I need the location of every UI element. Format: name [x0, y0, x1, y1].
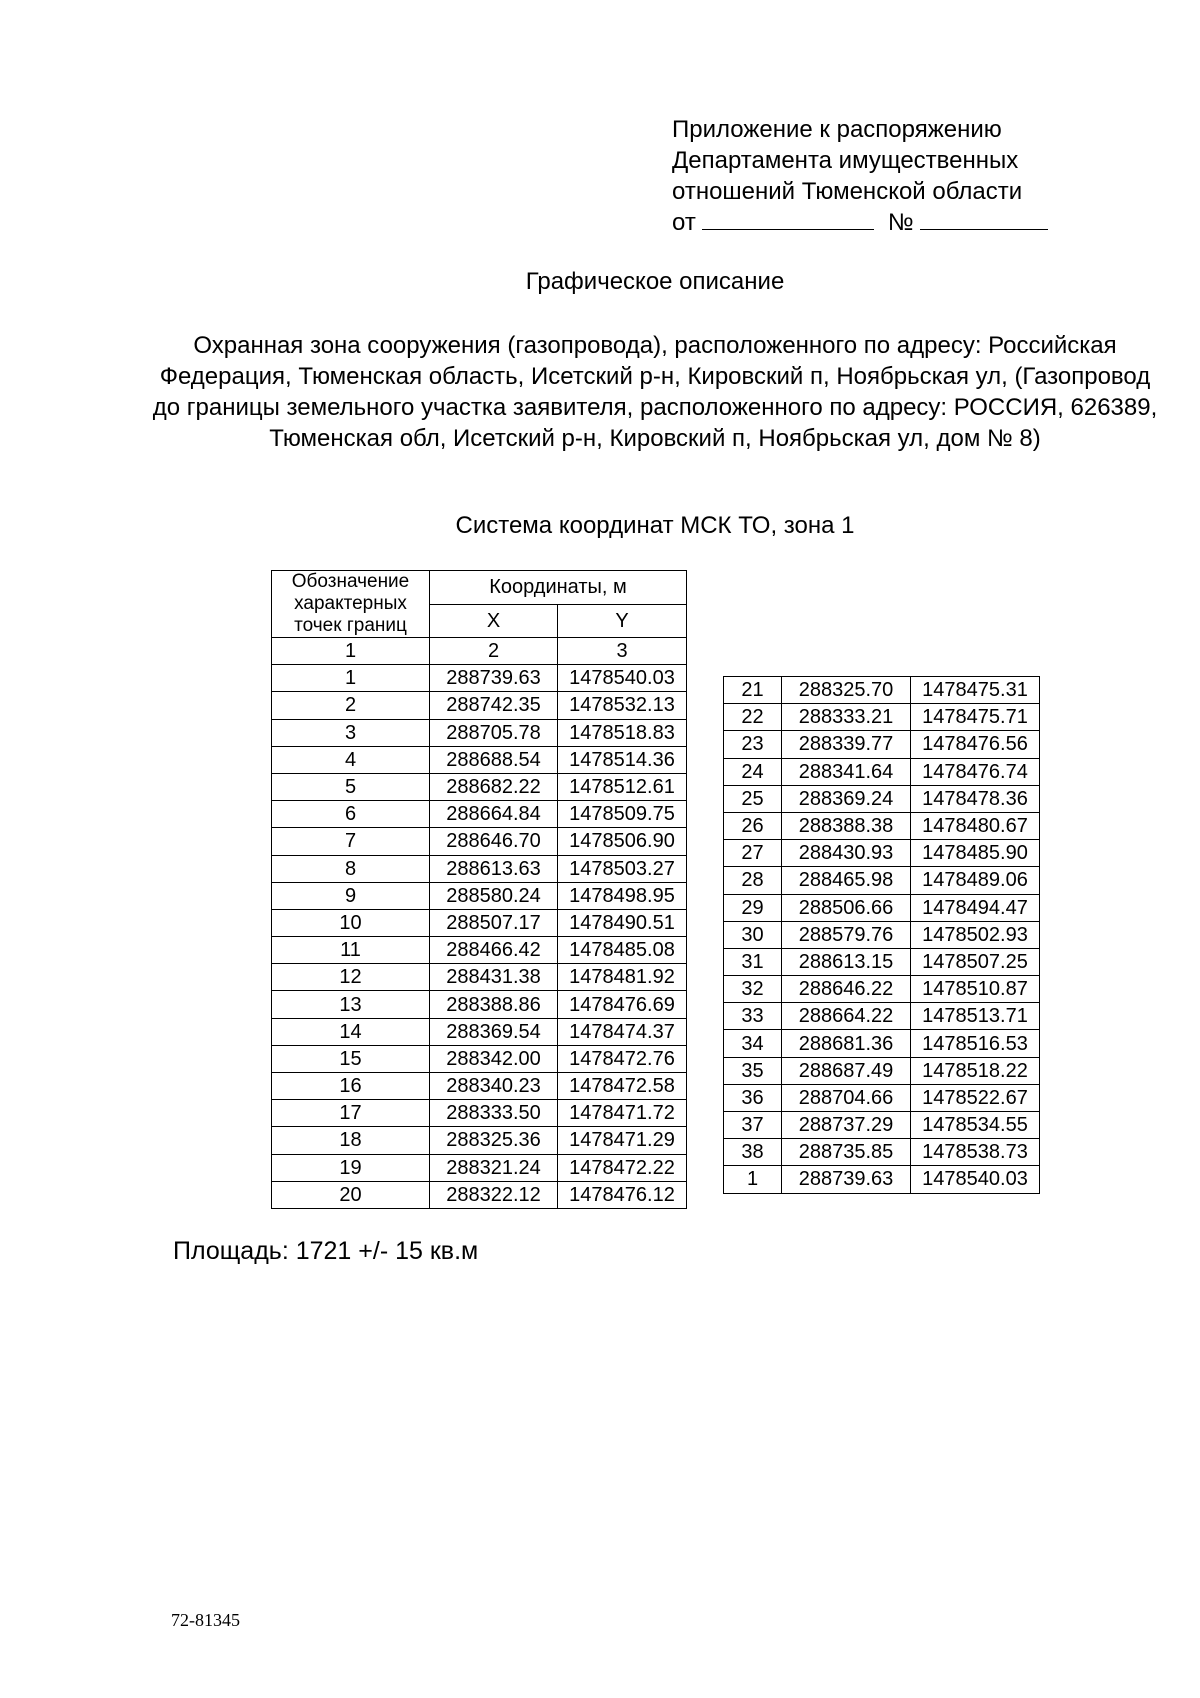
point-cell: 33	[724, 1003, 782, 1030]
table-row	[724, 1057, 1040, 1084]
x-cell: 288342.00	[430, 1045, 558, 1072]
y-cell: 1478513.71	[911, 1003, 1040, 1030]
document-title: Графическое описание	[525, 268, 785, 295]
y-cell: 1478540.03	[911, 1166, 1040, 1193]
y-cell: 1478503.27	[558, 855, 687, 882]
table-row	[272, 1127, 687, 1154]
area-text: Площадь: 1721 +/- 15 кв.м	[173, 1237, 479, 1265]
col-number: 2	[430, 638, 558, 665]
table-row	[724, 785, 1040, 812]
y-cell: 1478490.51	[558, 909, 687, 936]
table-row	[272, 1100, 687, 1127]
table-row	[272, 828, 687, 855]
table-row	[724, 921, 1040, 948]
point-cell: 26	[724, 812, 782, 839]
y-cell: 1478502.93	[911, 921, 1040, 948]
table-row	[272, 1154, 687, 1181]
col-number: 3	[558, 638, 687, 665]
y-cell: 1478512.61	[558, 773, 687, 800]
table-row	[724, 1003, 1040, 1030]
y-cell: 1478476.12	[558, 1181, 687, 1208]
header-coords: Координаты, м	[430, 571, 687, 605]
y-cell: 1478538.73	[911, 1139, 1040, 1166]
y-cell: 1478540.03	[558, 665, 687, 692]
point-cell: 32	[724, 976, 782, 1003]
x-cell: 288613.63	[430, 855, 558, 882]
number-blank	[920, 209, 1048, 230]
point-cell: 20	[272, 1181, 430, 1208]
point-cell: 25	[724, 785, 782, 812]
y-cell: 1478509.75	[558, 801, 687, 828]
table-row	[724, 731, 1040, 758]
point-cell: 3	[272, 719, 430, 746]
point-cell: 1	[724, 1166, 782, 1193]
point-cell: 18	[272, 1127, 430, 1154]
y-cell: 1478485.90	[911, 840, 1040, 867]
coordinates-table	[271, 570, 687, 1209]
point-cell: 13	[272, 991, 430, 1018]
x-cell: 288506.66	[782, 894, 911, 921]
table-row	[724, 1084, 1040, 1111]
x-cell: 288735.85	[782, 1139, 911, 1166]
point-cell: 28	[724, 867, 782, 894]
table-row	[272, 1073, 687, 1100]
table-row	[272, 1018, 687, 1045]
y-cell: 1478506.90	[558, 828, 687, 855]
table-row	[724, 867, 1040, 894]
table-row	[724, 677, 1040, 704]
point-cell: 1	[272, 665, 430, 692]
header-point: Обозначение характерных точек границ	[272, 571, 430, 638]
x-cell: 288430.93	[782, 840, 911, 867]
point-cell: 38	[724, 1139, 782, 1166]
point-cell: 15	[272, 1045, 430, 1072]
table-row	[272, 937, 687, 964]
table-row	[724, 1139, 1040, 1166]
point-cell: 21	[724, 677, 782, 704]
y-cell: 1478485.08	[558, 937, 687, 964]
y-cell: 1478474.37	[558, 1018, 687, 1045]
point-cell: 23	[724, 731, 782, 758]
point-cell: 35	[724, 1057, 782, 1084]
table-row	[272, 773, 687, 800]
point-cell: 24	[724, 758, 782, 785]
y-cell: 1478471.72	[558, 1100, 687, 1127]
x-cell: 288321.24	[430, 1154, 558, 1181]
table-row	[272, 855, 687, 882]
y-cell: 1478510.87	[911, 976, 1040, 1003]
x-cell: 288466.42	[430, 937, 558, 964]
x-cell: 288339.77	[782, 731, 911, 758]
y-cell: 1478518.22	[911, 1057, 1040, 1084]
x-cell: 288465.98	[782, 867, 911, 894]
y-cell: 1478518.83	[558, 719, 687, 746]
point-cell: 16	[272, 1073, 430, 1100]
appendix-line-2: Департамента имущественных	[672, 147, 1019, 174]
x-cell: 288681.36	[782, 1030, 911, 1057]
table-row	[272, 746, 687, 773]
table-row	[272, 991, 687, 1018]
x-cell: 288431.38	[430, 964, 558, 991]
x-cell: 288325.70	[782, 677, 911, 704]
x-cell: 288664.22	[782, 1003, 911, 1030]
date-prefix: от	[672, 209, 696, 236]
table-row	[272, 665, 687, 692]
point-cell: 37	[724, 1112, 782, 1139]
y-cell: 1478532.13	[558, 692, 687, 719]
point-cell: 27	[724, 840, 782, 867]
table-row	[724, 1166, 1040, 1193]
y-cell: 1478498.95	[558, 882, 687, 909]
x-cell: 288704.66	[782, 1084, 911, 1111]
x-cell: 288369.24	[782, 785, 911, 812]
x-cell: 288613.15	[782, 948, 911, 975]
y-cell: 1478489.06	[911, 867, 1040, 894]
point-cell: 19	[272, 1154, 430, 1181]
point-cell: 10	[272, 909, 430, 936]
table-row	[272, 1045, 687, 1072]
x-cell: 288742.35	[430, 692, 558, 719]
y-cell: 1478472.76	[558, 1045, 687, 1072]
x-cell: 288507.17	[430, 909, 558, 936]
y-cell: 1478476.74	[911, 758, 1040, 785]
x-cell: 288388.86	[430, 991, 558, 1018]
table-row	[724, 894, 1040, 921]
point-cell: 7	[272, 828, 430, 855]
y-cell: 1478481.92	[558, 964, 687, 991]
y-cell: 1478475.31	[911, 677, 1040, 704]
table-row	[272, 909, 687, 936]
point-cell: 8	[272, 855, 430, 882]
header-x: X	[430, 604, 558, 638]
y-cell: 1478475.71	[911, 704, 1040, 731]
document-number: 72-81345	[171, 1610, 240, 1630]
table-row	[272, 964, 687, 991]
x-cell: 288333.21	[782, 704, 911, 731]
point-cell: 4	[272, 746, 430, 773]
table-row	[724, 1112, 1040, 1139]
y-cell: 1478507.25	[911, 948, 1040, 975]
x-cell: 288664.84	[430, 801, 558, 828]
point-cell: 29	[724, 894, 782, 921]
x-cell: 288579.76	[782, 921, 911, 948]
point-cell: 22	[724, 704, 782, 731]
x-cell: 288688.54	[430, 746, 558, 773]
point-cell: 31	[724, 948, 782, 975]
y-cell: 1478472.22	[558, 1154, 687, 1181]
y-cell: 1478522.67	[911, 1084, 1040, 1111]
table-row	[724, 840, 1040, 867]
y-cell: 1478494.47	[911, 894, 1040, 921]
point-cell: 17	[272, 1100, 430, 1127]
y-cell: 1478478.36	[911, 785, 1040, 812]
appendix-line-1: Приложение к распоряжению	[672, 116, 1002, 143]
x-cell: 288388.38	[782, 812, 911, 839]
x-cell: 288325.36	[430, 1127, 558, 1154]
table-row	[272, 801, 687, 828]
table-row	[272, 692, 687, 719]
header-y: Y	[558, 604, 687, 638]
point-cell: 34	[724, 1030, 782, 1057]
point-cell: 36	[724, 1084, 782, 1111]
x-cell: 288646.22	[782, 976, 911, 1003]
x-cell: 288333.50	[430, 1100, 558, 1127]
table-row	[272, 882, 687, 909]
coordinates-rows-right	[724, 677, 1040, 1194]
point-cell: 9	[272, 882, 430, 909]
x-cell: 288705.78	[430, 719, 558, 746]
y-cell: 1478476.56	[911, 731, 1040, 758]
table-row	[724, 812, 1040, 839]
y-cell: 1478472.58	[558, 1073, 687, 1100]
point-cell: 14	[272, 1018, 430, 1045]
table-row	[724, 704, 1040, 731]
x-cell: 288682.22	[430, 773, 558, 800]
y-cell: 1478476.69	[558, 991, 687, 1018]
x-cell: 288369.54	[430, 1018, 558, 1045]
point-cell: 6	[272, 801, 430, 828]
point-cell: 11	[272, 937, 430, 964]
x-cell: 288322.12	[430, 1181, 558, 1208]
table-row	[272, 1181, 687, 1208]
appendix-header	[672, 114, 1048, 238]
table-row	[724, 976, 1040, 1003]
point-cell: 12	[272, 964, 430, 991]
y-cell: 1478471.29	[558, 1127, 687, 1154]
coordinate-system: Система координат МСК ТО, зона 1	[455, 512, 855, 539]
x-cell: 288737.29	[782, 1112, 911, 1139]
x-cell: 288580.24	[430, 882, 558, 909]
y-cell: 1478516.53	[911, 1030, 1040, 1057]
appendix-line-3: отношений Тюменской области	[672, 178, 1023, 205]
x-cell: 288646.70	[430, 828, 558, 855]
y-cell: 1478514.36	[558, 746, 687, 773]
x-cell: 288739.63	[782, 1166, 911, 1193]
x-cell: 288687.49	[782, 1057, 911, 1084]
date-blank	[702, 209, 874, 230]
point-cell: 2	[272, 692, 430, 719]
table-row	[724, 758, 1040, 785]
coordinates-rows-left	[272, 665, 687, 1209]
table-row	[724, 948, 1040, 975]
y-cell: 1478534.55	[911, 1112, 1040, 1139]
coordinates-table-continued	[723, 676, 1040, 1194]
point-cell: 30	[724, 921, 782, 948]
x-cell: 288739.63	[430, 665, 558, 692]
table-row	[272, 719, 687, 746]
x-cell: 288340.23	[430, 1073, 558, 1100]
col-number: 1	[272, 638, 430, 665]
y-cell: 1478480.67	[911, 812, 1040, 839]
x-cell: 288341.64	[782, 758, 911, 785]
point-cell: 5	[272, 773, 430, 800]
table-row	[724, 1030, 1040, 1057]
number-prefix: №	[887, 209, 914, 236]
zone-description: Охранная зона сооружения (газопровода), расположенного по адресу: Российская Федерация, Тюменская область, Исетский р-н, Кировский п, Ноябрьская ул, (Газопровод до границы земельного участка заявителя, расположенного по адресу: РОССИЯ, 626389, Тюменская обл, Исетский р-н, Кировский п, Ноябрьская ул, дом № 8)	[152, 332, 1158, 452]
appendix-date-line	[672, 207, 1048, 238]
